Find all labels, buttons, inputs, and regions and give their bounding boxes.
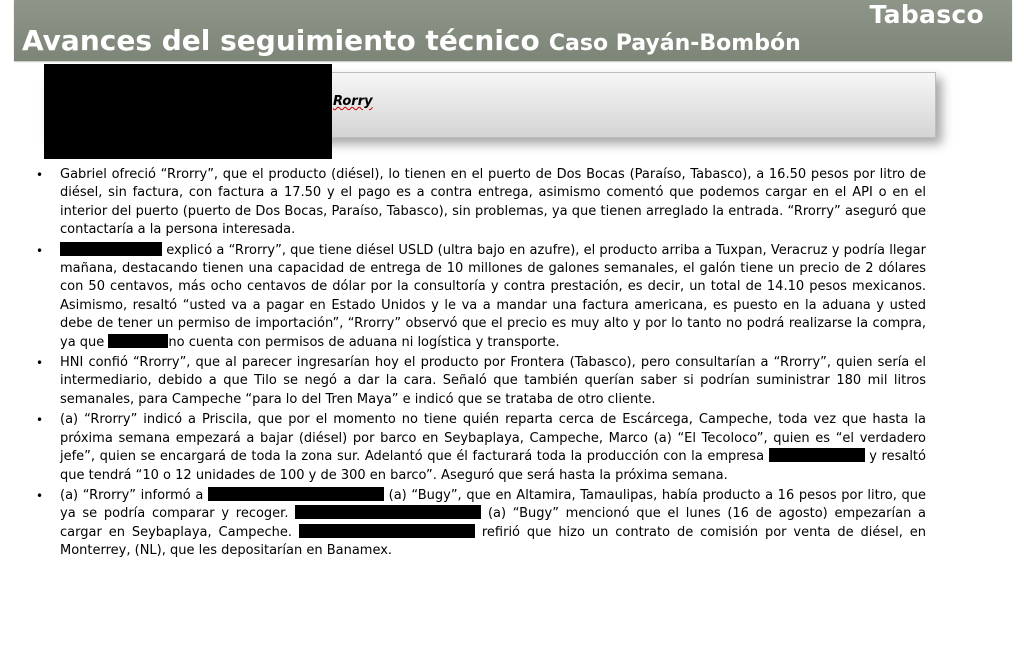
redaction-block xyxy=(769,448,865,462)
bullet-text: HNI confió “Rrorry”, que al parecer ingresarían hoy el producto por Frontera (Tabasco), pero consultarían a “Rrorry”, quien sería el intermediario, debido a que Tilo se negó a dar la cara. Señaló que también querían saber si podrían suministrar 180 mil litros semanales, para Campeche “para lo del Tren Maya” e indicó que se trataba de otro cliente. xyxy=(60,355,926,407)
title-main: Avances del seguimiento técnico xyxy=(22,24,540,57)
list-item xyxy=(36,487,926,561)
bullet-list xyxy=(36,166,926,563)
bullet-text: Gabriel ofreció “Rrorry”, que el producto (diésel), lo tienen en el puerto de Dos Bocas (Paraíso, Tabasco), a 16.50 pesos por litro de diésel, sin factura, con factura a 17.50 y el pago es a contra entrega, asimismo comentó que podemos cargar en el API o en el interior del puerto (puerto de Dos Bocas, Paraíso, Tabasco), sin problemas, ya que tienen arreglado la entrada. “Rrorry” aseguró que contactaría a la persona interesada. xyxy=(60,167,926,238)
redaction-block xyxy=(295,505,481,519)
bullet-text: no cuenta con permisos de aduana ni logística y transporte. xyxy=(168,334,560,350)
bullet-text: refirió que hizo un contrato de comisión por venta de diésel, en Monterrey, (NL), que les depositarían en Banamex. xyxy=(60,524,927,559)
redaction-block xyxy=(299,524,475,538)
bullet-icon: • xyxy=(36,243,44,258)
bullet-text: (a) “Rrorry” indicó a Priscila, que por el momento no tiene quién reparta cerca de Escárcega, Campeche, toda vez que hasta la próxima semana empezará a bajar (diésel) por barco en Seybaplaya, Campeche, Marco (a) “El Tecoloco”, quien es “el verdadero jefe”, quien se encargará de toda la zona sur. Adelantó que él facturará toda la producción con la empresa xyxy=(60,412,926,465)
bullet-icon: • xyxy=(36,356,44,371)
redaction-block xyxy=(44,64,332,159)
bullet-text: y resaltó que tendrá “10 o 12 unidades de 100 y de 300 en barco”. Aseguró que será hasta la próxima semana. xyxy=(60,449,926,483)
list-item xyxy=(36,411,926,485)
bullet-icon: • xyxy=(36,488,44,503)
bullet-text: (a) “Bugy”, que en Altamira, Tamaulipas, había producto a 16 pesos por litro, que ya se podría comparar y recoger. xyxy=(60,487,927,522)
title-subtitle: Caso Payán-Bombón xyxy=(548,31,801,56)
header-bar xyxy=(14,0,1012,61)
redaction-block xyxy=(60,242,162,256)
bullet-icon: • xyxy=(36,413,44,428)
list-item xyxy=(36,354,926,409)
bullet-icon: • xyxy=(36,168,44,182)
page-title xyxy=(22,24,801,57)
list-item xyxy=(36,242,926,352)
bullet-text: (a) “Bugy” mencionó que el lunes (16 de agosto) empezarían a cargar en Seybaplaya, Campeche. xyxy=(60,506,927,540)
bullet-text: (a) “Rrorry” informó a xyxy=(60,487,204,503)
redaction-block xyxy=(208,487,384,501)
banner-label: Rorry xyxy=(333,94,373,109)
region-label: Tabasco xyxy=(869,0,984,29)
list-item xyxy=(36,166,926,240)
bullet-text: explicó a “Rrorry”, que tiene diésel USLD (ultra bajo en azufre), el producto arriba a Tuxpan, Veracruz y podría llegar mañana, destacando tienen una capacidad de entrega de 10 millones de galones semanales, el galón tiene un precio de 2 dólares con 50 centavos, más ocho centavos de dólar por la consultoría y contra prestación, es decir, un total de 14.10 pesos mexicanos. Asimismo, resaltó “usted va a pagar en Estado Unidos y le va a mandar una factura americana, es puesto en la aduana y usted debe de tener un permiso de importación”, “Rrorry” observó que el precio es muy alto y por lo tanto no podrá realizarse la compra, ya que xyxy=(60,242,926,350)
redaction-block xyxy=(108,334,168,348)
